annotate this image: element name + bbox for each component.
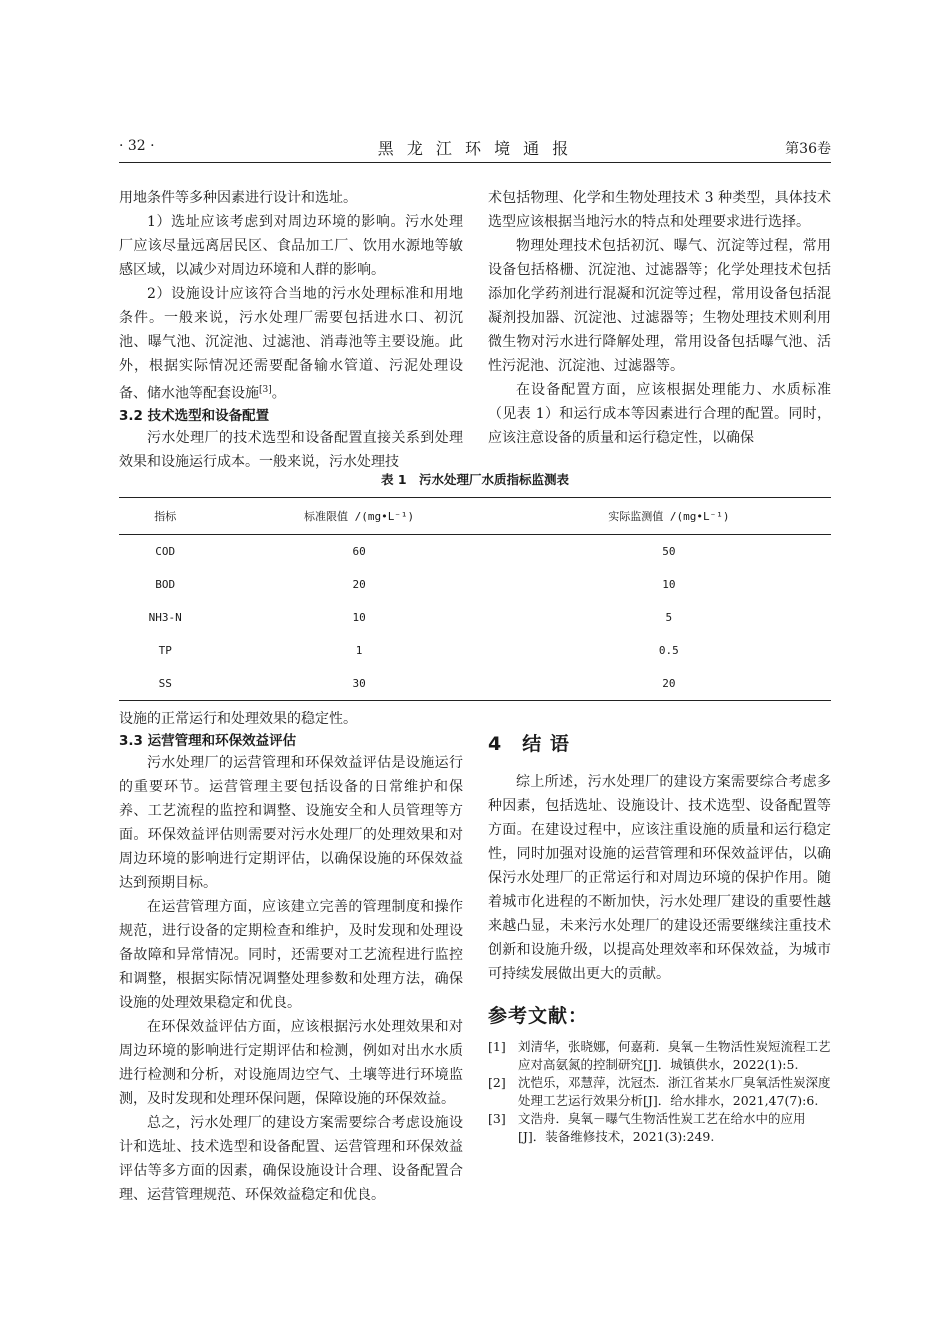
conclusion-heading: 4 结 语: [488, 733, 570, 755]
paragraph: 总之，污水处理厂的建设方案需要综合考虑设施设计和选址、技术选型和设备配置、运营管理和环保效益评估等多方面的因素，确保设施设计合理、设备配置合理、运营管理规范、环保效益稳定和优良。: [119, 1115, 463, 1203]
paragraph: 在环保效益评估方面，应该根据污水处理效果和对周边环境的影响进行定期评估和检测，例如对出水水质进行检测和分析，对设施周边空气、土壤等进行环境监测，及时发现和处理环保问题，保障设施的环保效益。: [119, 1019, 463, 1107]
page-number: · 32 ·: [119, 138, 155, 154]
table-row: NH3-N 10 5: [148, 611, 673, 624]
water-quality-table: [119, 497, 831, 701]
left-column-top: [119, 186, 463, 474]
paragraph: 在设备配置方面，应该根据处理能力、水质标准（见表 1）和运行成本等因素进行合理的配置。同时，应该注意设备的质量和运行稳定性，以确保: [488, 382, 831, 446]
table-header: 标准限值 /(mg•L⁻¹): [211, 498, 506, 535]
left-column-bottom: [119, 707, 463, 1207]
table-header: 实际监测值 /(mg•L⁻¹): [507, 498, 831, 535]
reference-item: [2] 沈恺乐，邓慧萍，沈冠杰．浙江省某水厂臭氧活性炭深度处理工艺运行效果分析[J]．给水排水，2021,47(7):6.: [488, 1075, 831, 1108]
paragraph: 污水处理厂的运营管理和环保效益评估是设施运行的重要环节。运营管理主要包括设备的日常维护和保养、工艺流程的监控和调整、设施安全和人员管理等方面。环保效益评估则需要对污水处理厂的处理效果和对周边环境的影响进行定期评估，以确保设施的环保效益达到预期目标。: [119, 755, 463, 891]
table-row: TP 1 0.5: [158, 644, 679, 657]
table-row: BOD 20 10: [155, 578, 676, 591]
table-row: SS 30 20: [119, 667, 831, 701]
table-header: 指标: [119, 498, 211, 535]
references-heading: 参考文献：: [488, 1005, 589, 1027]
section-heading-3-2: 3.2 技术选型和设备配置: [119, 407, 270, 424]
citation: [3]: [259, 385, 272, 395]
paragraph: 物理处理技术包括初沉、曝气、沉淀等过程，常用设备包括格栅、沉淀池、过滤器等；化学处理技术包括添加化学药剂进行混凝和沉淀等过程，常用设备包括混凝剂投加器、沉淀池、过滤器等；生物处理技术则利用微生物对污水进行降解处理，常用设备包括曝气池、活性污泥池、沉淀池、过滤器等。: [488, 238, 831, 374]
paragraph: 设施的正常运行和处理效果的稳定性。: [119, 711, 357, 727]
paragraph: 2）设施设计应该符合当地的污水处理标准和用地条件。一般来说，污水处理厂需要包括进水口、初沉池、曝气池、沉淀池、过滤池、消毒池等主要设施。此外，根据实际情况还需要配备输水管道、污泥处理设备、储水池等配套设施[3]。: [119, 286, 463, 402]
volume-label: 第36卷: [785, 141, 831, 157]
paragraph: 术包括物理、化学和生物处理技术 3 种类型，具体技术选型应该根据当地污水的特点和处理要求进行选择。: [488, 190, 831, 230]
reference-item: [1] 刘清华，张晓娜，何嘉莉．臭氧－生物活性炭短流程工艺应对高氨氮的控制研究[J]．城镇供水，2022(1):5.: [488, 1039, 831, 1072]
reference-item: [3] 文浩舟．臭氧－曝气生物活性炭工艺在给水中的应用[J]．装备维修技术，2021(3):249.: [488, 1111, 806, 1144]
journal-title: 黑 龙 江 环 境 通 报: [377, 139, 573, 158]
paragraph: 在运营管理方面，应该建立完善的管理制度和操作规范，进行设备的定期检查和维护，及时发现和处理设备故障和异常情况。同时，还需要对工艺流程进行监控和调整，根据实际情况调整处理参数和处理方法，确保设施的处理效果稳定和优良。: [119, 899, 463, 1011]
right-column-top: [488, 186, 831, 450]
page-header: [119, 134, 831, 163]
section-heading-3-3: 3.3 运营管理和环保效益评估: [119, 733, 297, 749]
table-row: COD 60 50: [155, 545, 676, 558]
right-column-bottom: [488, 732, 831, 1146]
paragraph: 用地条件等多种因素进行设计和选址。: [119, 190, 357, 206]
paragraph: 综上所述，污水处理厂的建设方案需要综合考虑多种因素，包括选址、设施设计、技术选型、设备配置等方面。在建设过程中，应该注重设施的质量和运行稳定性，同时加强对设施的运营管理和环保效益评估，以确保污水处理厂的正常运行和对周边环境的保护作用。随着城市化进程的不断加快，污水处理厂建设的重要性越来越凸显，未来污水处理厂的建设还需要继续注重技术创新和设施升级，以提高处理效率和环保效益，为城市可持续发展做出更大的贡献。: [488, 774, 831, 982]
reference-list: [488, 1038, 831, 1146]
paragraph: 1）选址应该考虑到对周边环境的影响。污水处理厂应该尽量远离居民区、食品加工厂、饮用水源地等敏感区域，以减少对周边环境和人群的影响。: [119, 214, 463, 278]
table-caption: 表 1 污水处理厂水质指标监测表: [380, 472, 570, 487]
paragraph: 污水处理厂的技术选型和设备配置直接关系到处理效果和设施运行成本。一般来说，污水处理技: [119, 429, 463, 470]
